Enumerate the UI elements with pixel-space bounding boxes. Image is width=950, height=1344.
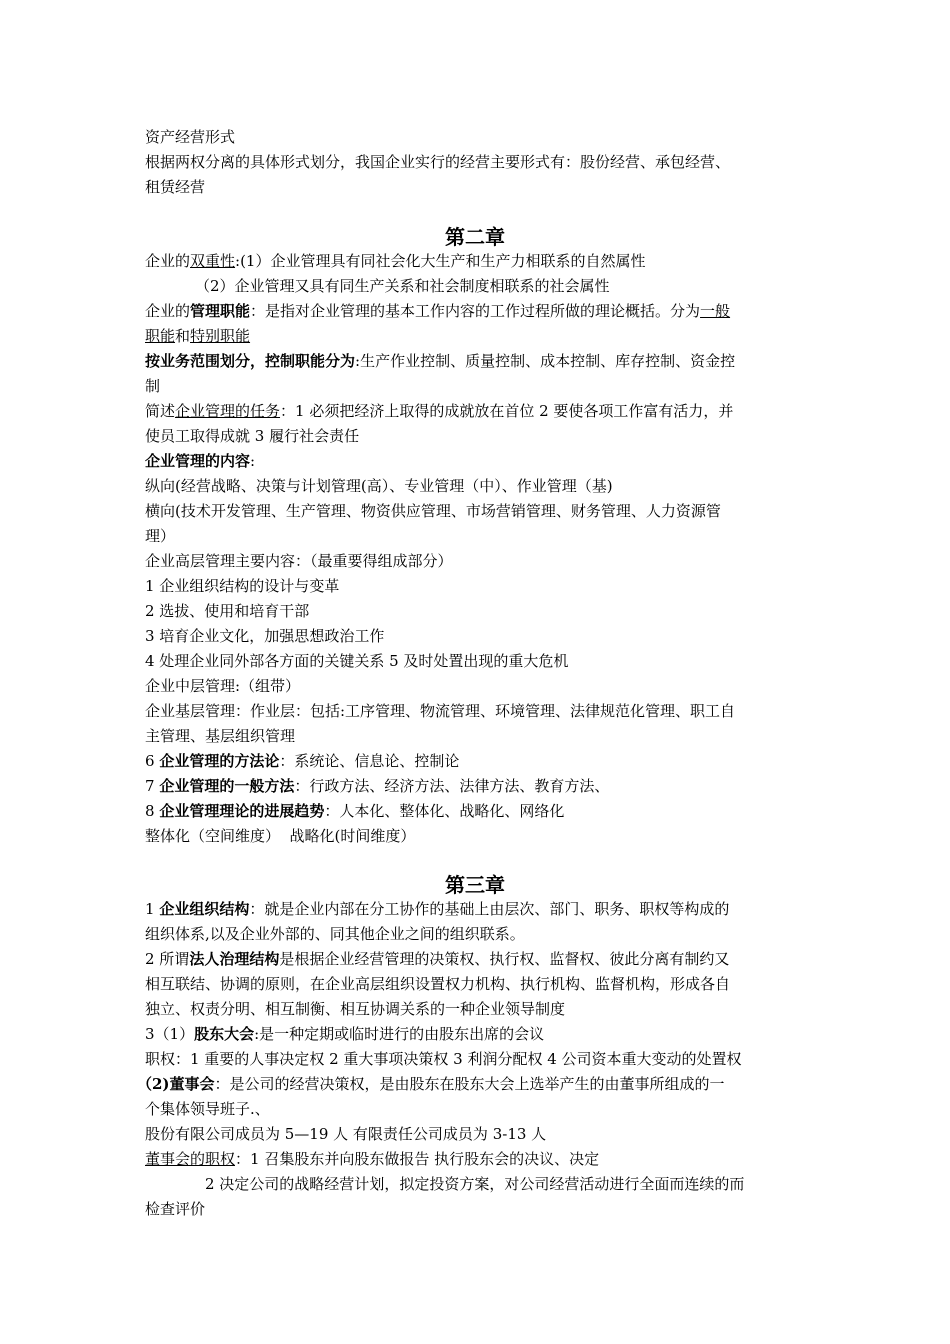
list-item: 2 选拔、使用和培育干部 <box>145 602 310 620</box>
mid-mgmt-line: 企业中层管理:（组带） <box>145 677 301 695</box>
chapter-3-heading: 第三章 <box>445 873 505 897</box>
text: : <box>250 452 256 470</box>
term-general: 一般 <box>700 302 731 320</box>
dual-nature-line <box>145 251 645 271</box>
board-powers-line-3: 检查评价 <box>145 1200 206 1218</box>
text: ：是公司的经营决策权，是由股东在股东大会上选举产生的由董事所组成的一 <box>214 1075 725 1093</box>
board-line-2: 个集体领导班子.、 <box>145 1100 270 1118</box>
term-org-structure: 企业组织结构 <box>159 900 250 918</box>
text: 7 <box>145 777 160 795</box>
horizontal-line: 横向(技术开发管理、生产管理、物资供应管理、市场营销管理、财务管理、人力资源管 <box>145 502 721 520</box>
term-dual-nature: 双重性 <box>190 252 236 270</box>
text: 企业的 <box>145 302 191 320</box>
list-item: 4 处理企业同外部各方面的关键关系 5 及时处置出现的重大危机 <box>145 652 569 670</box>
term-trend: 企业管理理论的进展趋势 <box>159 802 325 820</box>
control-function-line-2: 制 <box>145 377 161 395</box>
task-line-2: 使员工取得成就 3 履行社会责任 <box>145 427 360 445</box>
board-line <box>137 1074 725 1094</box>
powers-line: 职权：1 重要的人事决定权 2 重大事项决策权 3 利润分配权 4 公司资本重大变动的处置权 <box>145 1050 742 1068</box>
text: ：是指对企业管理的基本工作内容的工作过程所做的理论概括。分为 <box>250 302 701 320</box>
task-line <box>145 401 733 421</box>
term-methods: 企业管理的一般方法 <box>159 777 295 795</box>
text: 和 <box>175 327 191 345</box>
text: 企业的 <box>145 252 191 270</box>
intro-line-3: 租赁经营 <box>145 178 206 196</box>
term-board: （2)董事会 <box>137 1075 215 1093</box>
board-powers-line-2: 2 决定公司的战略经营计划，拟定投资方案，对公司经营活动进行全面而连续的而 <box>205 1175 745 1193</box>
text: 是根据企业经营管理的决策权、执行权、监督权、彼此分离有制约又 <box>279 950 730 968</box>
base-mgmt-line: 企业基层管理：作业层：包括:工序管理、物流管理、环境管理、法律规范化管理、职工自 <box>145 702 736 720</box>
trend-line <box>145 801 564 821</box>
text: ：1 必须把经济上取得的成就放在首位 2 要使各项工作富有活力，并 <box>280 402 734 420</box>
governance-line-2: 相互联结、协调的原则，在企业高层组织设置权力机构、执行机构、监督机构，形成各自 <box>145 975 731 993</box>
vertical-line: 纵向(经营战略、决策与计划管理(高）、专业管理（中）、作业管理（基) <box>145 477 613 495</box>
text: 3（1） <box>145 1025 195 1043</box>
intro-line-1: 资产经营形式 <box>145 128 236 146</box>
mgmt-function-line <box>145 301 730 321</box>
top-mgmt-line: 企业高层管理主要内容：（最重要得组成部分） <box>145 552 453 570</box>
content-heading <box>145 451 255 471</box>
term-shareholders-meeting: 股东大会 <box>194 1025 255 1043</box>
text: 1 <box>145 900 160 918</box>
text: ：人本化、整体化、战略化、网络化 <box>324 802 565 820</box>
term-governance: 法人治理结构 <box>189 950 280 968</box>
term-mgmt-function: 管理职能 <box>190 302 251 320</box>
text: :生产作业控制、质量控制、成本控制、库存控制、资金控 <box>355 352 736 370</box>
term-function: 职能 <box>145 327 176 345</box>
term-special-function: 特别职能 <box>190 327 251 345</box>
members-line: 股份有限公司成员为 5—19 人 有限责任公司成员为 3-13 人 <box>145 1125 547 1143</box>
governance-line-3: 独立、权责分明、相互制衡、相互协调关系的一种企业领导制度 <box>145 1000 566 1018</box>
list-item: 3 培育企业文化，加强思想政治工作 <box>145 627 385 645</box>
text: 2 所谓 <box>145 950 190 968</box>
text: ：1 召集股东并向股东做报告 执行股东会的决议、决定 <box>235 1150 600 1168</box>
governance-line <box>145 949 729 969</box>
text: ：就是企业内部在分工协作的基础上由层次、部门、职务、职权等构成的 <box>249 900 730 918</box>
term-content: 企业管理的内容 <box>145 452 251 470</box>
shareholders-line <box>145 1024 544 1044</box>
term-methodology: 企业管理的方法论 <box>159 752 280 770</box>
org-structure-line <box>145 899 729 919</box>
methodology-line <box>145 751 459 771</box>
horizontal-line-2: 理） <box>145 527 176 545</box>
text: :是一种定期或临时进行的由股东出席的会议 <box>254 1025 545 1043</box>
text: 8 <box>145 802 160 820</box>
intro-line-2: 根据两权分离的具体形式划分，我国企业实行的经营主要形式有：股份经营、承包经营、 <box>145 153 731 171</box>
control-function-line <box>145 351 735 371</box>
dual-nature-line-2: （2）企业管理又具有同生产关系和社会制度相联系的社会属性 <box>195 277 610 295</box>
base-mgmt-line-2: 主管理、基层组织管理 <box>145 727 296 745</box>
org-structure-line-2: 组织体系,以及企业外部的、同其他企业之间的组织联系。 <box>145 925 525 943</box>
board-powers-line <box>145 1149 599 1169</box>
term-board-powers: 董事会的职权 <box>145 1150 236 1168</box>
text: :(1）企业管理具有同社会化大生产和生产力相联系的自然属性 <box>235 252 646 270</box>
term-task: 企业管理的任务 <box>175 402 281 420</box>
methods-line <box>145 776 609 796</box>
text: ：行政方法、经济方法、法律方法、教育方法、 <box>294 777 610 795</box>
term-control: 按业务范围划分，控制职能分为 <box>145 352 356 370</box>
list-item: 1 企业组织结构的设计与变革 <box>145 577 340 595</box>
text: ：系统论、信息论、控制论 <box>279 752 460 770</box>
dimension-line: 整体化（空间维度） 战略化(时间维度） <box>145 827 416 845</box>
text: 简述 <box>145 402 176 420</box>
chapter-2-heading: 第二章 <box>445 225 505 249</box>
mgmt-function-line-2 <box>145 326 250 346</box>
text: 6 <box>145 752 160 770</box>
